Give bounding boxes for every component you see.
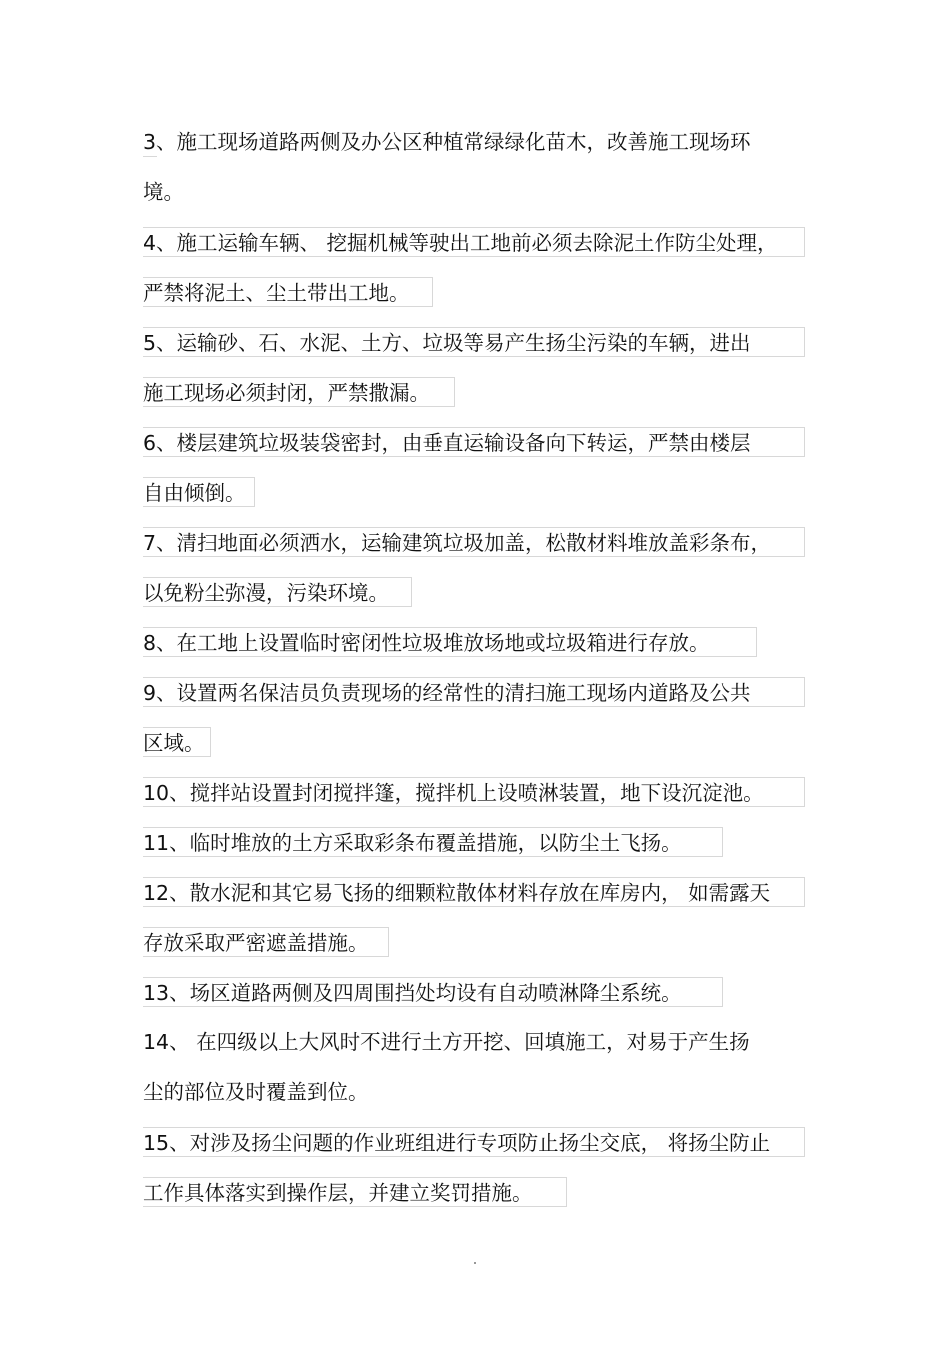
line-text: 以免粉尘弥漫，污染环境。 [143, 581, 389, 605]
text-line [143, 577, 412, 607]
text-line [143, 327, 805, 357]
line-text: 3、施工现场道路两侧及办公区种植常绿绿化苗木，改善施工现场环 [143, 130, 751, 154]
line-text: 尘的部位及时覆盖到位。 [143, 1080, 369, 1104]
text-line [143, 677, 805, 707]
line-text: 存放采取严密遮盖措施。 [143, 931, 369, 955]
page-dot [474, 1262, 476, 1264]
text-line [143, 1077, 369, 1107]
line-text: 9、设置两名保洁员负责现场的经常性的清扫施工现场内道路及公共 [143, 681, 751, 705]
text-line [143, 227, 805, 257]
text-line [143, 377, 455, 407]
line-text: 11、临时堆放的土方采取彩条布覆盖措施，以防尘土飞扬。 [143, 831, 682, 855]
text-line [143, 977, 723, 1007]
text-line [143, 1127, 805, 1157]
line-text: 15、对涉及扬尘问题的作业班组进行专项防止扬尘交底， 将扬尘防止 [143, 1131, 771, 1155]
line-text: 14、 在四级以上大风时不进行土方开挖、回填施工，对易于产生扬 [143, 1030, 750, 1054]
line-text: 12、散水泥和其它易飞扬的细颗粒散体材料存放在库房内， 如需露天 [143, 881, 771, 905]
line-text: 工作具体落实到操作层，并建立奖罚措施。 [143, 1181, 533, 1205]
line-text: 区域。 [143, 731, 205, 755]
text-line [143, 727, 211, 757]
line-text: 7、清扫地面必须洒水，运输建筑垃圾加盖，松散材料堆放盖彩条布， [143, 531, 772, 555]
text-line [143, 277, 433, 307]
text-line [143, 427, 805, 457]
text-line [143, 627, 757, 657]
text-line [143, 527, 805, 557]
line-text: 自由倾倒。 [143, 481, 246, 505]
line-text: 13、场区道路两侧及四周围挡处均设有自动喷淋降尘系统。 [143, 981, 682, 1005]
text-line [143, 177, 184, 207]
line-text: 8、在工地上设置临时密闭性垃圾堆放场地或垃圾箱进行存放。 [143, 631, 710, 655]
line-text: 境。 [143, 180, 184, 204]
line-text: 严禁将泥土、尘土带出工地。 [143, 281, 410, 305]
text-line [143, 777, 805, 807]
text-line [143, 477, 255, 507]
text-line [143, 127, 751, 157]
text-line [143, 1027, 750, 1057]
line-text: 6、楼层建筑垃圾装袋密封，由垂直运输设备向下转运，严禁由楼层 [143, 431, 751, 455]
line-text: 施工现场必须封闭，严禁撒漏。 [143, 381, 430, 405]
text-line [143, 1177, 567, 1207]
text-line [143, 877, 805, 907]
line-text: 10、搅拌站设置封闭搅拌篷，搅拌机上设喷淋装置，地下设沉淀池。 [143, 781, 764, 805]
line-text: 4、施工运输车辆、 挖掘机械等驶出工地前必须去除泥土作防尘处理， [143, 231, 778, 255]
text-line [143, 827, 723, 857]
text-line [143, 927, 389, 957]
line-text: 5、运输砂、石、水泥、土方、垃圾等易产生扬尘污染的车辆，进出 [143, 331, 751, 355]
